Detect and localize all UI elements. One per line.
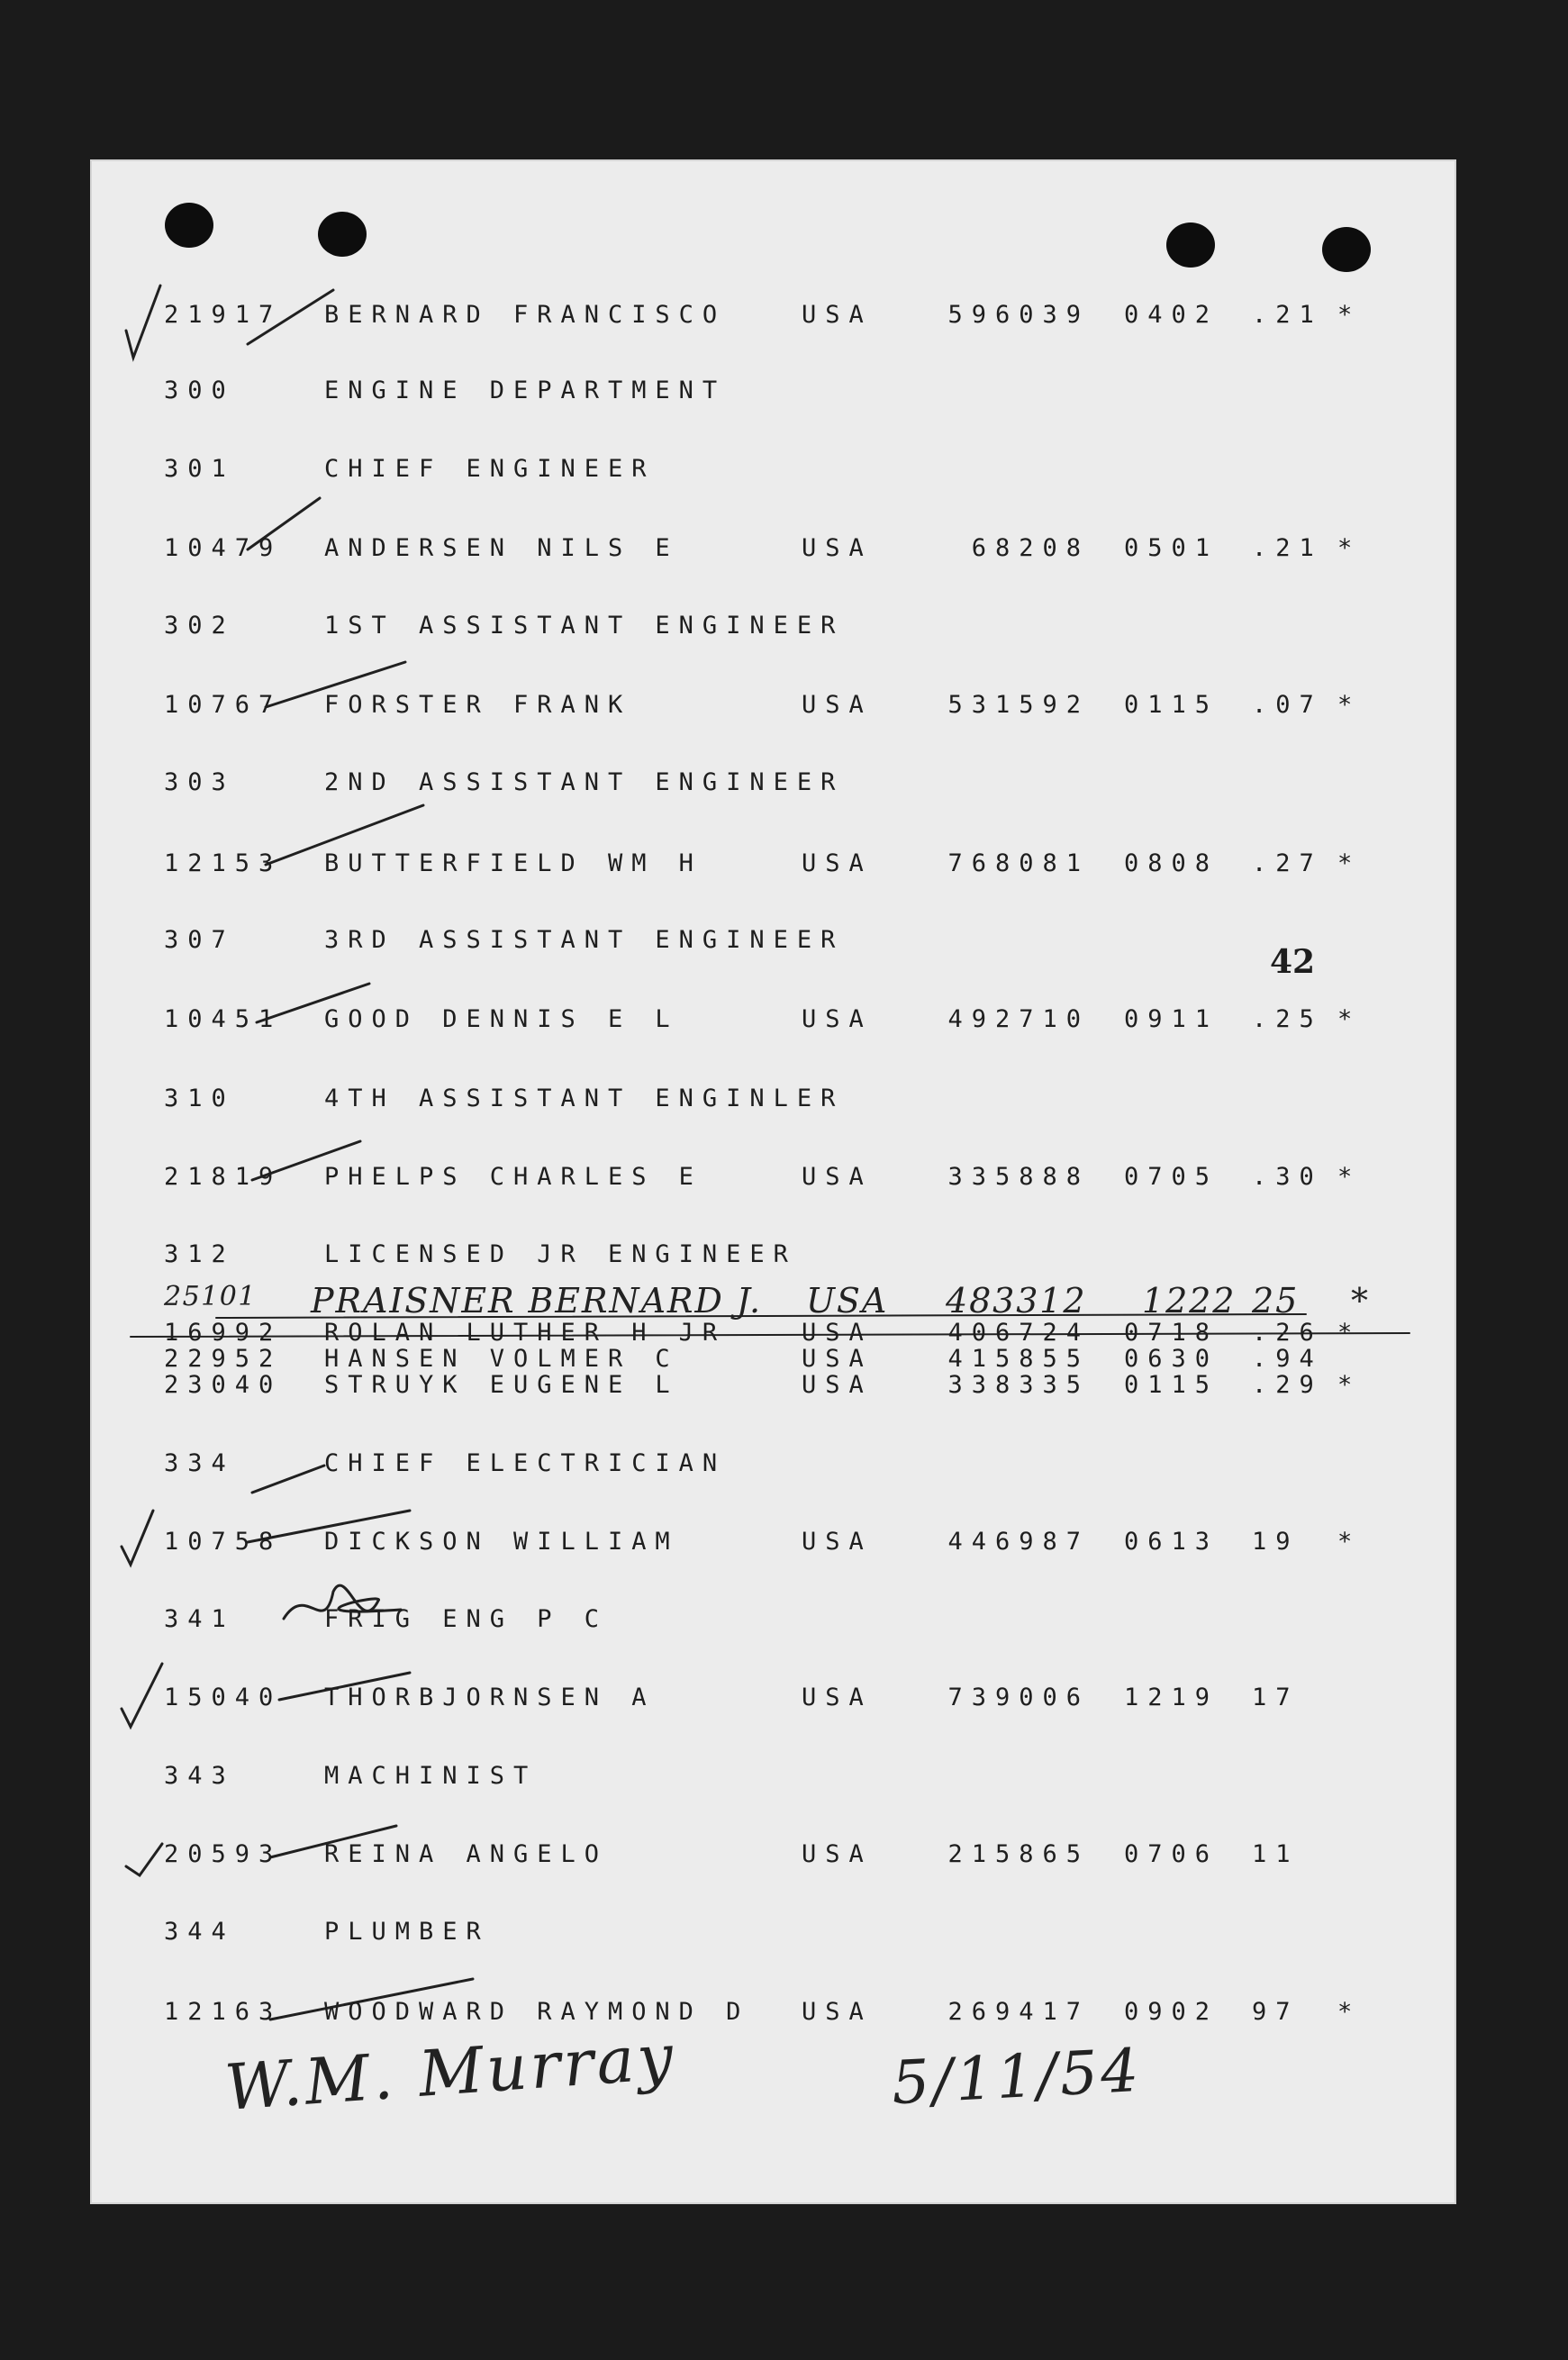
rating-value: 19	[1252, 1528, 1300, 1556]
crew-name: ROLAN LUTHER H JR	[324, 1319, 727, 1347]
insert-code: 1222	[1142, 1281, 1237, 1321]
crew-entry-row	[90, 1006, 1456, 1033]
section-title: PLUMBER	[324, 1918, 490, 1946]
section-header-row	[90, 927, 1456, 954]
certificate-number: 415855	[947, 1345, 1090, 1373]
rating-value: .27	[1252, 849, 1323, 877]
certificate-number: 768081	[947, 849, 1090, 877]
insert-nationality: USA	[806, 1281, 889, 1321]
date-code: 0705	[1124, 1163, 1219, 1191]
date-code: 0501	[1124, 534, 1219, 562]
nationality: USA	[802, 1528, 873, 1556]
certificate-number: 406724	[947, 1319, 1090, 1347]
date-code: 0115	[1124, 691, 1219, 719]
section-header-row	[90, 377, 1456, 404]
nationality: USA	[802, 1840, 873, 1868]
entry-id: 10767	[164, 691, 283, 719]
crew-entry-row	[90, 1529, 1456, 1556]
asterisk-mark: *	[1337, 1319, 1362, 1347]
nationality: USA	[802, 1684, 873, 1711]
date-code: 0911	[1124, 1005, 1219, 1033]
certificate-number: 492710	[947, 1005, 1090, 1033]
certificate-number: 269417	[947, 1998, 1090, 2026]
crew-name: GOOD DENNIS E L	[324, 1005, 679, 1033]
crew-name: PHELPS CHARLES E	[324, 1163, 702, 1191]
entry-id: 21819	[164, 1163, 283, 1191]
nationality: USA	[802, 1998, 873, 2026]
asterisk-mark: *	[1337, 1163, 1362, 1191]
insert-id: 25101	[164, 1281, 257, 1312]
crew-entry-row	[90, 1684, 1456, 1711]
crew-entry-row	[90, 1372, 1456, 1399]
entry-id: 302	[164, 612, 235, 640]
section-header-row	[90, 456, 1456, 483]
nationality: USA	[802, 1345, 873, 1373]
section-title: 2ND ASSISTANT ENGINEER	[324, 768, 845, 796]
crew-list-page	[90, 159, 1456, 2204]
section-title: CHIEF ENGINEER	[324, 455, 656, 483]
nationality: USA	[802, 534, 873, 562]
section-title: LICENSED JR ENGINEER	[324, 1240, 797, 1268]
crew-name: HANSEN VOLMER C	[324, 1345, 679, 1373]
crew-entry-row	[90, 535, 1456, 562]
date-code: 0115	[1124, 1371, 1219, 1399]
date-code: 1219	[1124, 1684, 1219, 1711]
crew-name: STRUYK EUGENE L	[324, 1371, 679, 1399]
crew-entry-row	[90, 1164, 1456, 1191]
crew-name: BERNARD FRANCISCO	[324, 301, 727, 329]
asterisk-mark: *	[1337, 1371, 1362, 1399]
insert-mark: *	[1351, 1281, 1370, 1321]
asterisk-mark: *	[1337, 1528, 1362, 1556]
rating-value: .94	[1252, 1345, 1323, 1373]
strike-through-line	[216, 1314, 1306, 1318]
certificate-number: 531592	[947, 691, 1090, 719]
certificate-number: 338335	[947, 1371, 1090, 1399]
certificate-number: 68208	[971, 534, 1090, 562]
crew-entry-row	[90, 850, 1456, 877]
section-header-row	[90, 1763, 1456, 1790]
asterisk-mark: *	[1337, 301, 1362, 329]
nationality: USA	[802, 301, 873, 329]
nationality: USA	[802, 1163, 873, 1191]
crew-name: BUTTERFIELD WM H	[324, 849, 702, 877]
rating-value: .21	[1252, 534, 1323, 562]
asterisk-mark: *	[1337, 534, 1362, 562]
rating-value: .30	[1252, 1163, 1323, 1191]
entry-id: 344	[164, 1918, 235, 1946]
date-code: 0808	[1124, 849, 1219, 877]
entry-id: 10758	[164, 1528, 283, 1556]
rating-value: 97	[1252, 1998, 1300, 2026]
certificate-number: 739006	[947, 1684, 1090, 1711]
certificate-number: 335888	[947, 1163, 1090, 1191]
nationality: USA	[802, 849, 873, 877]
crew-name: THORBJORNSEN A	[324, 1684, 656, 1711]
section-header-row	[90, 769, 1456, 796]
rating-value: 11	[1252, 1840, 1300, 1868]
nationality: USA	[802, 691, 873, 719]
section-title: ENGINE DEPARTMENT	[324, 377, 727, 404]
date-code: 0402	[1124, 301, 1219, 329]
entry-id: 334	[164, 1449, 235, 1477]
asterisk-mark: *	[1337, 1998, 1362, 2026]
entry-id: 343	[164, 1762, 235, 1790]
entry-id: 15040	[164, 1684, 283, 1711]
entry-id: 307	[164, 926, 235, 954]
section-header-row	[90, 613, 1456, 640]
rating-value: .26	[1252, 1319, 1323, 1347]
section-title: MACHINIST	[324, 1762, 538, 1790]
asterisk-mark: *	[1337, 849, 1362, 877]
date-code: 0630	[1124, 1345, 1219, 1373]
section-header-row	[90, 1919, 1456, 1946]
crew-name: ANDERSEN NILS E	[324, 534, 679, 562]
entry-id: 21917	[164, 301, 283, 329]
rating-value: .29	[1252, 1371, 1323, 1399]
entry-id: 10451	[164, 1005, 283, 1033]
crew-entry-row	[90, 1841, 1456, 1868]
crew-name: REINA ANGELO	[324, 1840, 608, 1868]
nationality: USA	[802, 1371, 873, 1399]
date-code: 0613	[1124, 1528, 1219, 1556]
entry-id: 300	[164, 377, 235, 404]
insert-value: 25	[1252, 1281, 1300, 1321]
entry-id: 20593	[164, 1840, 283, 1868]
asterisk-mark: *	[1337, 1005, 1362, 1033]
crew-name: WOODWARD RAYMOND D	[324, 1998, 750, 2026]
entry-id: 303	[164, 768, 235, 796]
signature-name: W.M. Murray	[222, 2020, 679, 2125]
section-header-row	[90, 1606, 1456, 1633]
section-header-row	[90, 1241, 1456, 1268]
entry-id: 312	[164, 1240, 235, 1268]
entry-id: 22952	[164, 1345, 283, 1373]
section-title: FRIG ENG P C	[324, 1605, 608, 1633]
section-title: 4TH ASSISTANT ENGINLER	[324, 1085, 845, 1112]
entry-id: 310	[164, 1085, 235, 1112]
entry-id: 16992	[164, 1319, 283, 1347]
entry-id: 301	[164, 455, 235, 483]
nationality: USA	[802, 1005, 873, 1033]
date-code: 0706	[1124, 1840, 1219, 1868]
crew-name: FORSTER FRANK	[324, 691, 632, 719]
entry-id: 23040	[164, 1371, 283, 1399]
entry-id: 12153	[164, 849, 283, 877]
crew-entry-row	[90, 1320, 1456, 1347]
rating-value: .07	[1252, 691, 1323, 719]
entry-id: 12163	[164, 1998, 283, 2026]
crew-entry-row	[90, 1346, 1456, 1373]
crew-entry-row	[90, 692, 1456, 719]
signature-date: 5/11/54	[890, 2035, 1144, 2119]
rating-value: 17	[1252, 1684, 1300, 1711]
page-number: 42	[1270, 943, 1316, 981]
date-code: 0718	[1124, 1319, 1219, 1347]
entry-id: 10479	[164, 534, 283, 562]
nationality: USA	[802, 1319, 873, 1347]
section-title: 3RD ASSISTANT ENGINEER	[324, 926, 845, 954]
insert-cert: 483312	[946, 1281, 1087, 1321]
crew-entry-row	[90, 1999, 1456, 2026]
section-title: 1ST ASSISTANT ENGINEER	[324, 612, 845, 640]
rating-value: .21	[1252, 301, 1323, 329]
crew-name: DICKSON WILLIAM	[324, 1528, 679, 1556]
asterisk-mark: *	[1337, 691, 1362, 719]
section-header-row	[90, 1085, 1456, 1112]
date-code: 0902	[1124, 1998, 1219, 2026]
insert-name: PRAISNER BERNARD J.	[311, 1281, 762, 1321]
certificate-number: 596039	[947, 301, 1090, 329]
entry-id: 341	[164, 1605, 235, 1633]
section-title: CHIEF ELECTRICIAN	[324, 1449, 727, 1477]
certificate-number: 215865	[947, 1840, 1090, 1868]
certificate-number: 446987	[947, 1528, 1090, 1556]
section-header-row	[90, 1450, 1456, 1477]
crew-entry-row	[90, 302, 1456, 329]
rating-value: .25	[1252, 1005, 1323, 1033]
